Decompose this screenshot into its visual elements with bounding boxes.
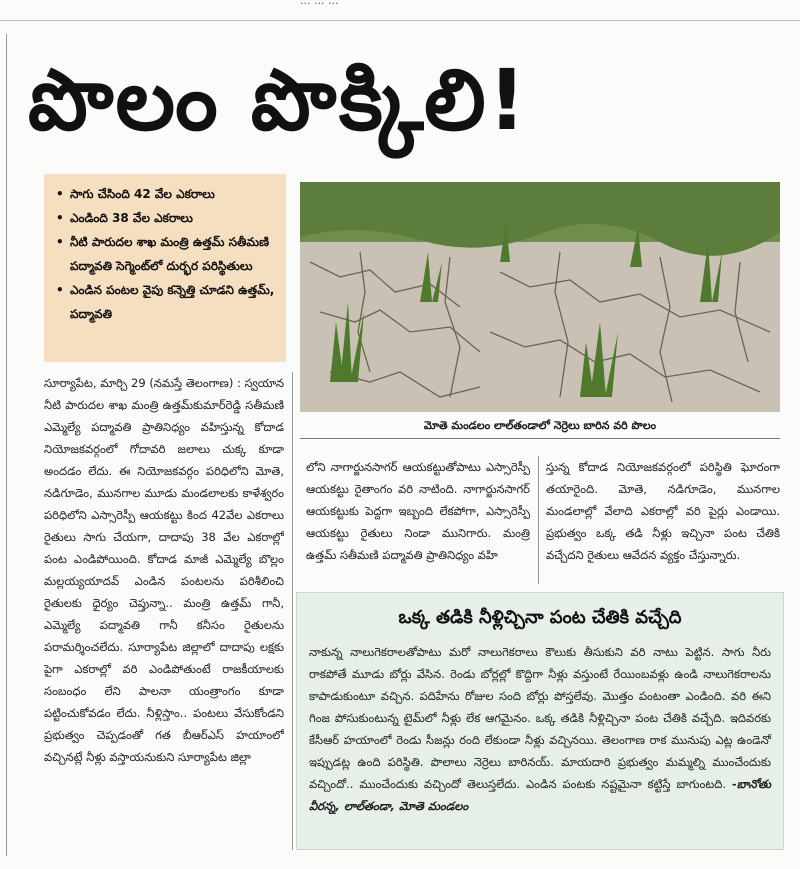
left-rule — [6, 34, 7, 856]
highlight-item: • ఎండింది 38 వేల ఎకరాలు — [52, 206, 280, 230]
bullet-icon: • — [56, 211, 64, 225]
article-column-2 — [306, 456, 530, 584]
highlights-box — [44, 174, 286, 362]
highlight-item: • ఎండిన పంటల వైపు కన్నెత్తి చూడని ఉత్తమ్, పద్మావతి — [52, 278, 280, 326]
article-text: సూర్యాపేట, మార్చి 29 (నమస్తే తెలంగాణ) : స్వయాన నీటి పారుదల శాఖ మంత్రి ఉత్తమ్‌కుమార్‌రెడ్డి సతీమణి ఎమ్మెల్యే పద్మావతి ప్రాతినిధ్యం వహిస్తున్న కోదాడ నియోజకవర్గంలో గోదావరి జలాలు చుక్క కూడా అందడం లేదు. ఈ నియోజకవర్గం పరిధిలోని మోతె, నడిగూడెం, మునగాల మూడు మండలాలకు కాళేశ్వరం పరిధిలోని ఎస్సారెస్పీ ఆయకట్టు కింద 42వేల ఎకరాలు రైతులు సాగు చేయగా, దాదాపు 38 వేల ఎకరాల్లో పంట ఎండిపోయింది. కోదాడ మాజీ ఎమ్మెల్యే బొల్లం మల్లయ్యయాదవ్ ఎండిన పంటలను పరిశీలించి రైతులకు ధైర్యం చెప్తున్నా.. మంత్రి ఉత్తమ్ గానీ, ఎమ్మెల్యే పద్మావతి గానీ కనీసం రైతులను పరామర్శించలేదు. సూర్యాపేట జిల్లాలో దాదాపు లక్షకు పైగా ఎకరాల్లో వరి ఎండిపోతుంటే రాజకీయాలకు సంబంధం లేని పాలనా యంత్రాంగం కూడా పట్టించుకోవడం లేదు. నీళ్లిస్తాం.. పంటలు వేసుకోండని ప్రభుత్వం చెప్పడంతో గత బీఆర్‌ఎస్ హయాంలో వచ్చినట్లే నీళ్లు వస్తాయనుకుని సూర్యాపేట జిల్లా — [44, 376, 284, 764]
cracked-field-image — [300, 182, 780, 412]
top-strip — [0, 0, 800, 21]
column-divider — [292, 372, 293, 850]
headline: పొలం పొక్కిలి! — [28, 51, 529, 149]
quote-title: ఒక్క తడికి నీళ్లిచ్చినా పంట చేతికి వచ్చేది — [398, 607, 682, 628]
bullet-icon: • — [56, 187, 64, 201]
highlight-item: • సాగు చేసింది 42 వేల ఎకరాలు — [52, 182, 280, 206]
quote-body — [309, 641, 771, 817]
article-text: స్తున్న కోదాడ నియోజకవర్గంలో పరిస్థితి ఘోరంగా తయారైంది. మోతె, నడిగూడెం, మునగాల మండలాల్లో వేలాది ఎకరాల్లో వరి పైర్లు ఎండాయి. ప్రభుత్వం ఒక్క తడి నీళ్లు ఇచ్చినా పంట చేతికి వచ్చేదని రైతులు ఆవేదన వ్యక్తం చేస్తున్నారు. — [546, 460, 780, 562]
bullet-icon: • — [56, 283, 64, 297]
article-column-1 — [44, 372, 284, 848]
highlight-item: • నీటి పారుదల శాఖ మంత్రి ఉత్తమ్ సతీమణి పద్మావతి సెగ్మెంట్‌లో దుర్భర పరిస్థితులు — [52, 230, 280, 278]
bullet-icon: • — [56, 235, 64, 249]
field-photo — [300, 182, 780, 412]
article-column-3 — [546, 456, 780, 584]
farmer-quote-box — [296, 592, 784, 850]
photo-caption: మోతె మండలం లాల్‌తండాలో నెర్రెలు బారిన వరి పొలం — [300, 414, 780, 439]
article-text: లోని నాగార్జునసాగర్ ఆయకట్టుతోపాటు ఎస్సారెస్పీ ఆయకట్టు రైతాంగం వరి నాటింది. నాగార్జునసాగర్ ఆయకట్టుకు పెద్దగా ఇబ్బంది లేకపోగా, ఎస్సారెస్పీ ఆయకట్టు రైతులు నిండా మునిగారు. మంత్రి ఉత్తమ్ సతీమణి పద్మావతి ప్రాతినిధ్యం వహి — [306, 460, 530, 562]
top-strip-text: ... ... ... — [300, 0, 339, 7]
quote-text: నాకున్న నాలుగెకరాలతోపాటు మరో నాలుగెకరాలు కౌలుకు తీసుకుని వరి నాటు పెట్టిన. సాగు నీరు రాకపోతే మూడు బోర్లు వేసిన. రెండు బోర్లల్లో కొద్దిగా నీళ్లు వస్తుంటే రేయింబవళ్లు ఉండి నాలుగెకరాలను కాపాడుకుంటూ వచ్చిన. పదిహేను రోజుల సంది బోర్లు పోస్తలేవు. మొత్తం పంటంతా ఎండింది. వరి ఈని గింజ పోసుకుంటున్న టైమ్‌లో నీళ్లు లేక ఆగమైనం. ఒక్క తడికి నీళ్లిచ్చినా పంట చేతికి వచ్చేది. ఇదివరకు కేసీఆర్ హయాంలో రెండు సీజన్లు రంది లేకుండా నీళ్లు వచ్చినయి. తెలంగాణ రాక మునుపు ఎట్ల ఉండెనో ఇప్పుడట్ల ఉంది పరిస్థితి. పొలాలు నెర్రెలు బారినయ్. మాయదారి ప్రభుత్వం మమ్మల్ని ముంచేందుకు వచ్చిందో.. ముంచేందుకు వచ్చిందో తెలుస్తలేదు. ఎండిన పంటకు నష్టమైనా కట్టిస్తే బాగుంటది. — [309, 645, 771, 791]
quote-signature: -బానోతు వీరన్న, లాల్‌తండా, మోతె మండలం — [309, 777, 771, 813]
column-divider — [538, 456, 539, 584]
